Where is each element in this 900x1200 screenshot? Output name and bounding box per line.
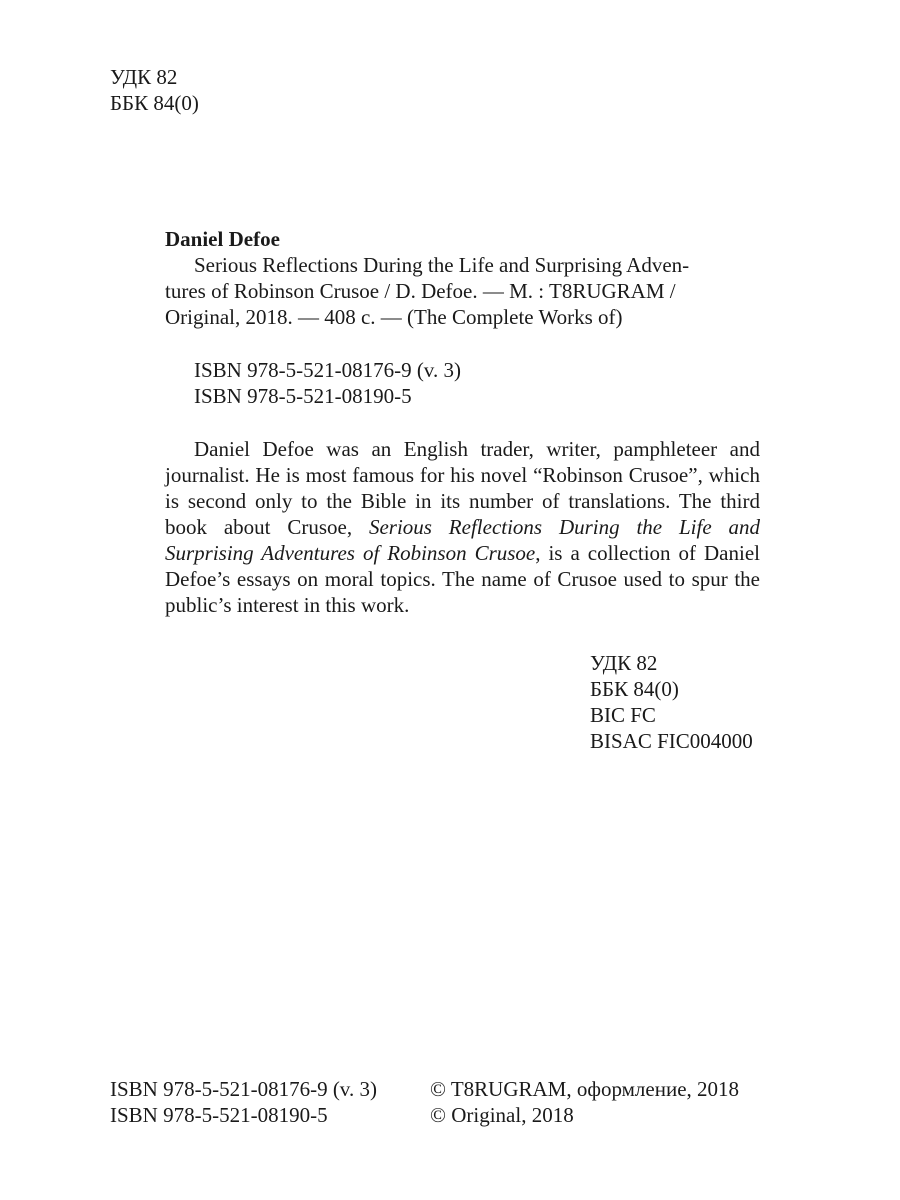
udk-code: УДК 82 (110, 65, 178, 89)
annotation-book-title: Serious Reflections During the Life and Surprising Adventures of Robinson Crusoe (165, 515, 760, 565)
biblio-line-1: Serious Reflections During the Life and Surprising Adven- (194, 253, 690, 277)
isbn-volume: ISBN 978-5-521-08176-9 (v. 3) (194, 358, 461, 382)
isbn-block (194, 357, 461, 409)
catalog-record (165, 226, 760, 330)
top-classification-codes (110, 64, 199, 116)
biblio-line-3: Original, 2018. — 408 c. — (The Complete Works of) (165, 305, 623, 329)
copyright-original: © Original, 2018 (430, 1103, 574, 1127)
udk-code-2: УДК 82 (590, 651, 658, 675)
annotation-text-1: Daniel Defoe was an English trader, writer, pamphleteer and journalist. He is most famous for his novel “Robinson Crusoe”, which is second only to the Bible in its number of translations. The third book about Crusoe, (165, 437, 760, 539)
bbk-code: ББК 84(0) (110, 91, 199, 115)
bic-code: BIC FC (590, 703, 656, 727)
bbk-code-2: ББК 84(0) (590, 677, 679, 701)
annotation-paragraph (165, 436, 760, 618)
annotation-text-2: , is a collection of Daniel Defoe’s essays on moral topics. The name of Crusoe used to spur the public’s interest in this work. (165, 541, 760, 617)
bottom-isbn-set: ISBN 978-5-521-08190-5 (110, 1103, 328, 1127)
copyright-block (430, 1076, 739, 1128)
classification-codes (590, 650, 753, 754)
author-name: Daniel Defoe (165, 227, 280, 251)
annotation (165, 436, 760, 618)
copyright-design: © T8RUGRAM, оформление, 2018 (430, 1077, 740, 1101)
isbn-set: ISBN 978-5-521-08190-5 (194, 384, 412, 408)
bottom-isbn (110, 1076, 377, 1128)
bisac-code: BISAC FIC004000 (590, 729, 753, 753)
bottom-isbn-volume: ISBN 978-5-521-08176-9 (v. 3) (110, 1077, 377, 1101)
biblio-line-2: tures of Robinson Crusoe / D. Defoe. — M. : T8RUGRAM / (165, 279, 676, 303)
